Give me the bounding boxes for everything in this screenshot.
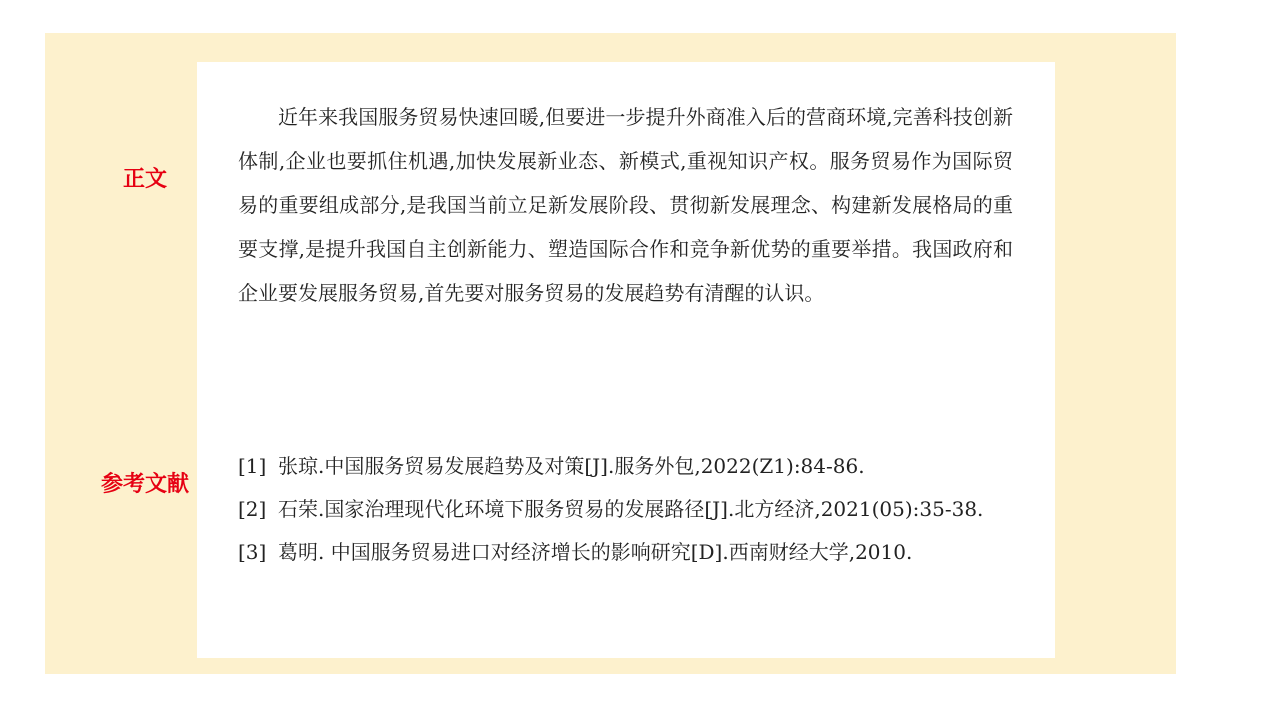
references-label: 参考文献: [101, 472, 190, 497]
reference-item: [238, 445, 1018, 488]
reference-item: [238, 488, 1018, 531]
reference-text: 石荣.国家治理现代化环境下服务贸易的发展路径[J].北方经济,2021(05):35-38.: [278, 497, 984, 521]
reference-list: [238, 445, 1018, 574]
body-paragraph: 近年来我国服务贸易快速回暖,但要进一步提升外商准入后的营商环境,完善科技创新体制,企业也要抓住机遇,加快发展新业态、新模式,重视知识产权。服务贸易作为国际贸易的重要组成部分,是我国当前立足新发展阶段、贯彻新发展理念、构建新发展格局的重要支撑,是提升我国自主创新能力、塑造国际合作和竞争新优势的重要举措。我国政府和企业要发展服务贸易,首先要对服务贸易的发展趋势有清醒的认识。: [238, 105, 1013, 305]
reference-number: [2]: [238, 497, 267, 521]
reference-text: 张琼.中国服务贸易发展趋势及对策[J].服务外包,2022(Z1):84-86.: [278, 454, 865, 478]
reference-text: 葛明. 中国服务贸易进口对经济增长的影响研究[D].西南财经大学,2010.: [278, 540, 913, 564]
document-page: [197, 62, 1055, 658]
reference-number: [1]: [238, 454, 267, 478]
reference-item: [238, 531, 1018, 574]
reference-number: [3]: [238, 540, 267, 564]
body-label: 正文: [123, 167, 168, 192]
